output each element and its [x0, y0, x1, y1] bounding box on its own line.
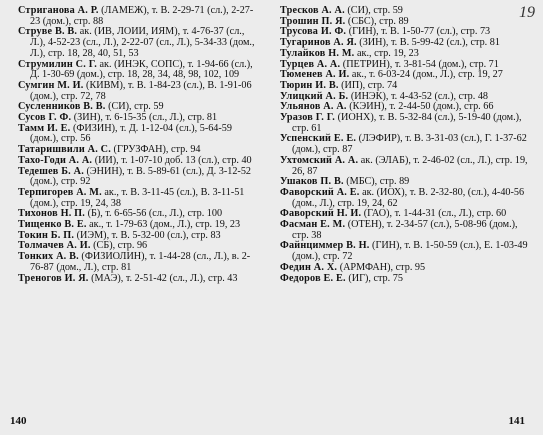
entry-name: Федоров Е. Е.	[280, 272, 346, 284]
entry-details: (ИНЭК), т. 4-43-52 (сл.), стр. 48	[348, 90, 489, 102]
entry-details: (СИ), стр. 59	[105, 101, 164, 113]
entry-name: Стриганова А. Р.	[18, 5, 99, 16]
entry-details: (ПЕТРИН), т. 3-81-54 (дом.), стр. 71	[340, 58, 499, 70]
entry-name: Треногов И. Я.	[18, 272, 89, 284]
index-entry	[280, 241, 535, 262]
entry-details: (ЛЭФИР), т. В. 3-31-03 (сл.), Г. 1-37-62 (дом.), стр. 87	[292, 133, 527, 156]
entry-details: (ИОНХ), т. В. 5-32-84 (сл.), 5-19-40 (дом.), стр. 61	[292, 112, 522, 134]
entry-name: Улицкий А. Б.	[280, 90, 349, 102]
entry-details: (АРМФАН), стр. 95	[337, 261, 426, 273]
entry-name: Уразов Г. Г.	[280, 112, 336, 124]
right-page-number: 141	[508, 415, 525, 427]
entry-name: Фасман Е. М.	[280, 219, 346, 231]
entry-details: (ГИН), т. В. 1-50-59 (сл.), Е. 1-03-49 (дом.), стр. 72	[292, 240, 528, 263]
index-entry	[18, 167, 262, 188]
entry-details: ак. (ИВ, ЛОИИ, ИЯМ), т. 4-76-37 (сл., Л.), 4-52-23 (сл., Л.), 2-22-07 (сл., Л.), 5-34-33 (дом., Л.), стр. 18, 28, 40, 51, 53	[30, 26, 255, 59]
right-page	[268, 0, 543, 435]
entry-name: Ульянов А. А.	[280, 101, 347, 113]
index-entry	[18, 124, 262, 145]
entry-name: Ухтомский А. А.	[280, 154, 359, 166]
entry-name: Трусова И. Ф.	[280, 26, 347, 38]
entry-name: Трошин П. Я.	[280, 15, 346, 27]
entry-details: (ИГ), стр. 75	[345, 272, 403, 284]
entry-details: (КИВМ), т. В. 1-84-23 (сл.), В. 1-91-06 (дом.), стр. 72, 78	[30, 79, 252, 102]
index-entry	[280, 134, 535, 155]
entry-name: Тюменев А. И.	[280, 69, 350, 81]
entry-name: Струве В. В.	[18, 26, 78, 38]
index-entry	[18, 188, 262, 209]
index-entry	[280, 156, 535, 177]
margin-mark: 19	[519, 4, 535, 21]
entry-details: (КЭИН), т. 2-44-50 (дом.), стр. 66	[346, 101, 494, 113]
index-entry	[18, 274, 262, 285]
entry-details: ак., т. 1-79-63 (дом., Л.), стр. 19, 23	[86, 219, 241, 231]
entry-details: (СБ), стр. 96	[90, 240, 148, 252]
entry-name: Тугаринов А. Я.	[280, 37, 357, 49]
entry-details: (ОТЕН), т. 2-34-57 (сл.), 5-08-96 (дом.), стр. 38	[292, 219, 518, 241]
entry-name: Файнциммер В. Н.	[280, 240, 370, 252]
entry-details: (ФИЗИОЛИН), т. 1-44-28 (сл., Л.), в. 2-76-87 (дом., Л.), стр. 81	[30, 251, 251, 273]
index-entry	[18, 6, 262, 27]
entry-name: Сусленников В. В.	[18, 101, 106, 113]
entry-details: (ЭНИН), т. В. 5-89-61 (сл.), Д. 3-12-52 (дом.), стр. 92	[30, 165, 252, 188]
entry-name: Фаворский А. Е.	[280, 186, 360, 198]
entry-details: (ГРУЗФАН), стр. 94	[111, 144, 201, 156]
entry-details: (Б), т. 6-65-56 (сл., Л.), стр. 100	[85, 208, 223, 220]
entry-details: ак., т. 6-03-24 (дом., Л.), стр. 19, 27	[349, 69, 503, 81]
entry-name: Турцев А. А.	[280, 58, 341, 70]
entry-name: Струмилин С. Г.	[18, 58, 97, 70]
index-entry	[280, 220, 535, 241]
entry-name: Сусов Г. Ф.	[18, 112, 72, 124]
entry-details: (СБС), стр. 89	[345, 15, 409, 27]
entry-name: Тахо-Годи А. А.	[18, 154, 93, 166]
entry-name: Тресков А. А.	[280, 5, 345, 16]
entry-details: (ФИЗИН), т. Д. 1-12-04 (сл.), 5-64-59 (дом.), стр. 56	[30, 122, 232, 145]
right-entry-list	[280, 6, 535, 284]
entry-name: Тихонов Н. П.	[18, 208, 86, 220]
entry-name: Тюрин И. В.	[280, 79, 339, 91]
entry-name: Тулайков Н. М.	[280, 47, 355, 59]
entry-name: Татаришвили А. С.	[18, 144, 111, 156]
entry-details: ак., т. В. 3-11-45 (сл.), В. 3-11-51 (дом.), стр. 19, 24, 38	[30, 186, 245, 209]
entry-details: (ЗИН), т. 6-15-35 (сл., Л.), стр. 81	[71, 112, 218, 124]
entry-name: Токин Б. П.	[18, 229, 75, 241]
entry-details: (ИЭМ), т. В. 5-32-00 (сл.), стр. 83	[74, 229, 221, 241]
left-entry-list	[18, 6, 262, 284]
entry-name: Тонких А. В.	[18, 251, 79, 263]
entry-name: Толмачев А. И.	[18, 240, 91, 252]
index-entry	[18, 81, 262, 102]
entry-name: Тедешев Б. А.	[18, 165, 84, 177]
entry-details: (ГАО), т. 1-44-31 (сл., Л.), стр. 60	[361, 208, 507, 220]
entry-name: Фаворский Н. И.	[280, 208, 362, 220]
left-page	[0, 0, 268, 435]
entry-details: (МБС), стр. 89	[343, 176, 410, 188]
entry-name: Сумгин М. И.	[18, 79, 84, 91]
entry-details: (ЗИН), т. В. 5-99-42 (сл.), стр. 81	[356, 37, 500, 49]
index-entry	[18, 60, 262, 81]
index-entry	[18, 252, 262, 273]
entry-name: Успенский Е. Е.	[280, 133, 357, 145]
left-page-number: 140	[10, 415, 27, 427]
entry-name: Тищенко В. Е.	[18, 219, 87, 231]
entry-name: Федин А. Х.	[280, 261, 338, 273]
entry-details: (МАЭ), т. 2-51-42 (сл., Л.), стр. 43	[88, 272, 238, 284]
entry-details: ак. (ЭЛАБ), т. 2-46-02 (сл., Л.), стр. 19, 26, 87	[292, 154, 528, 177]
entry-name: Тамм И. Е.	[18, 122, 71, 134]
entry-name: Терпигорев А. М.	[18, 186, 102, 198]
entry-details: ак., стр. 19, 23	[354, 47, 419, 59]
entry-name: Ушаков П. В.	[280, 176, 344, 188]
index-entry	[280, 274, 535, 285]
index-entry	[18, 27, 262, 59]
entry-details: ак. (ИНЭК, СОПС), т. 1-94-66 (сл.), Д. 1-30-69 (дом.), стр. 18, 28, 34, 48, 98, 102, 109	[30, 58, 253, 81]
entry-details: ак. (ИОХ), т. В. 2-32-80, (сл.), 4-40-56 (дом., Л.), стр. 19, 24, 62	[292, 186, 525, 209]
index-entry	[280, 113, 535, 134]
entry-details: (ИИ), т. 1-07-10 доб. 13 (сл.), стр. 40	[92, 154, 252, 166]
index-entry	[280, 188, 535, 209]
entry-details: (СИ), стр. 59	[344, 5, 403, 16]
entry-details: (ИП), стр. 74	[338, 79, 398, 91]
entry-details: (ЛАМЕЖ), т. В. 2-29-71 (сл.), 2-27-23 (дом.), стр. 88	[30, 5, 254, 27]
entry-details: (ГИН), т. В. 1-50-77 (сл.), стр. 73	[346, 26, 491, 38]
